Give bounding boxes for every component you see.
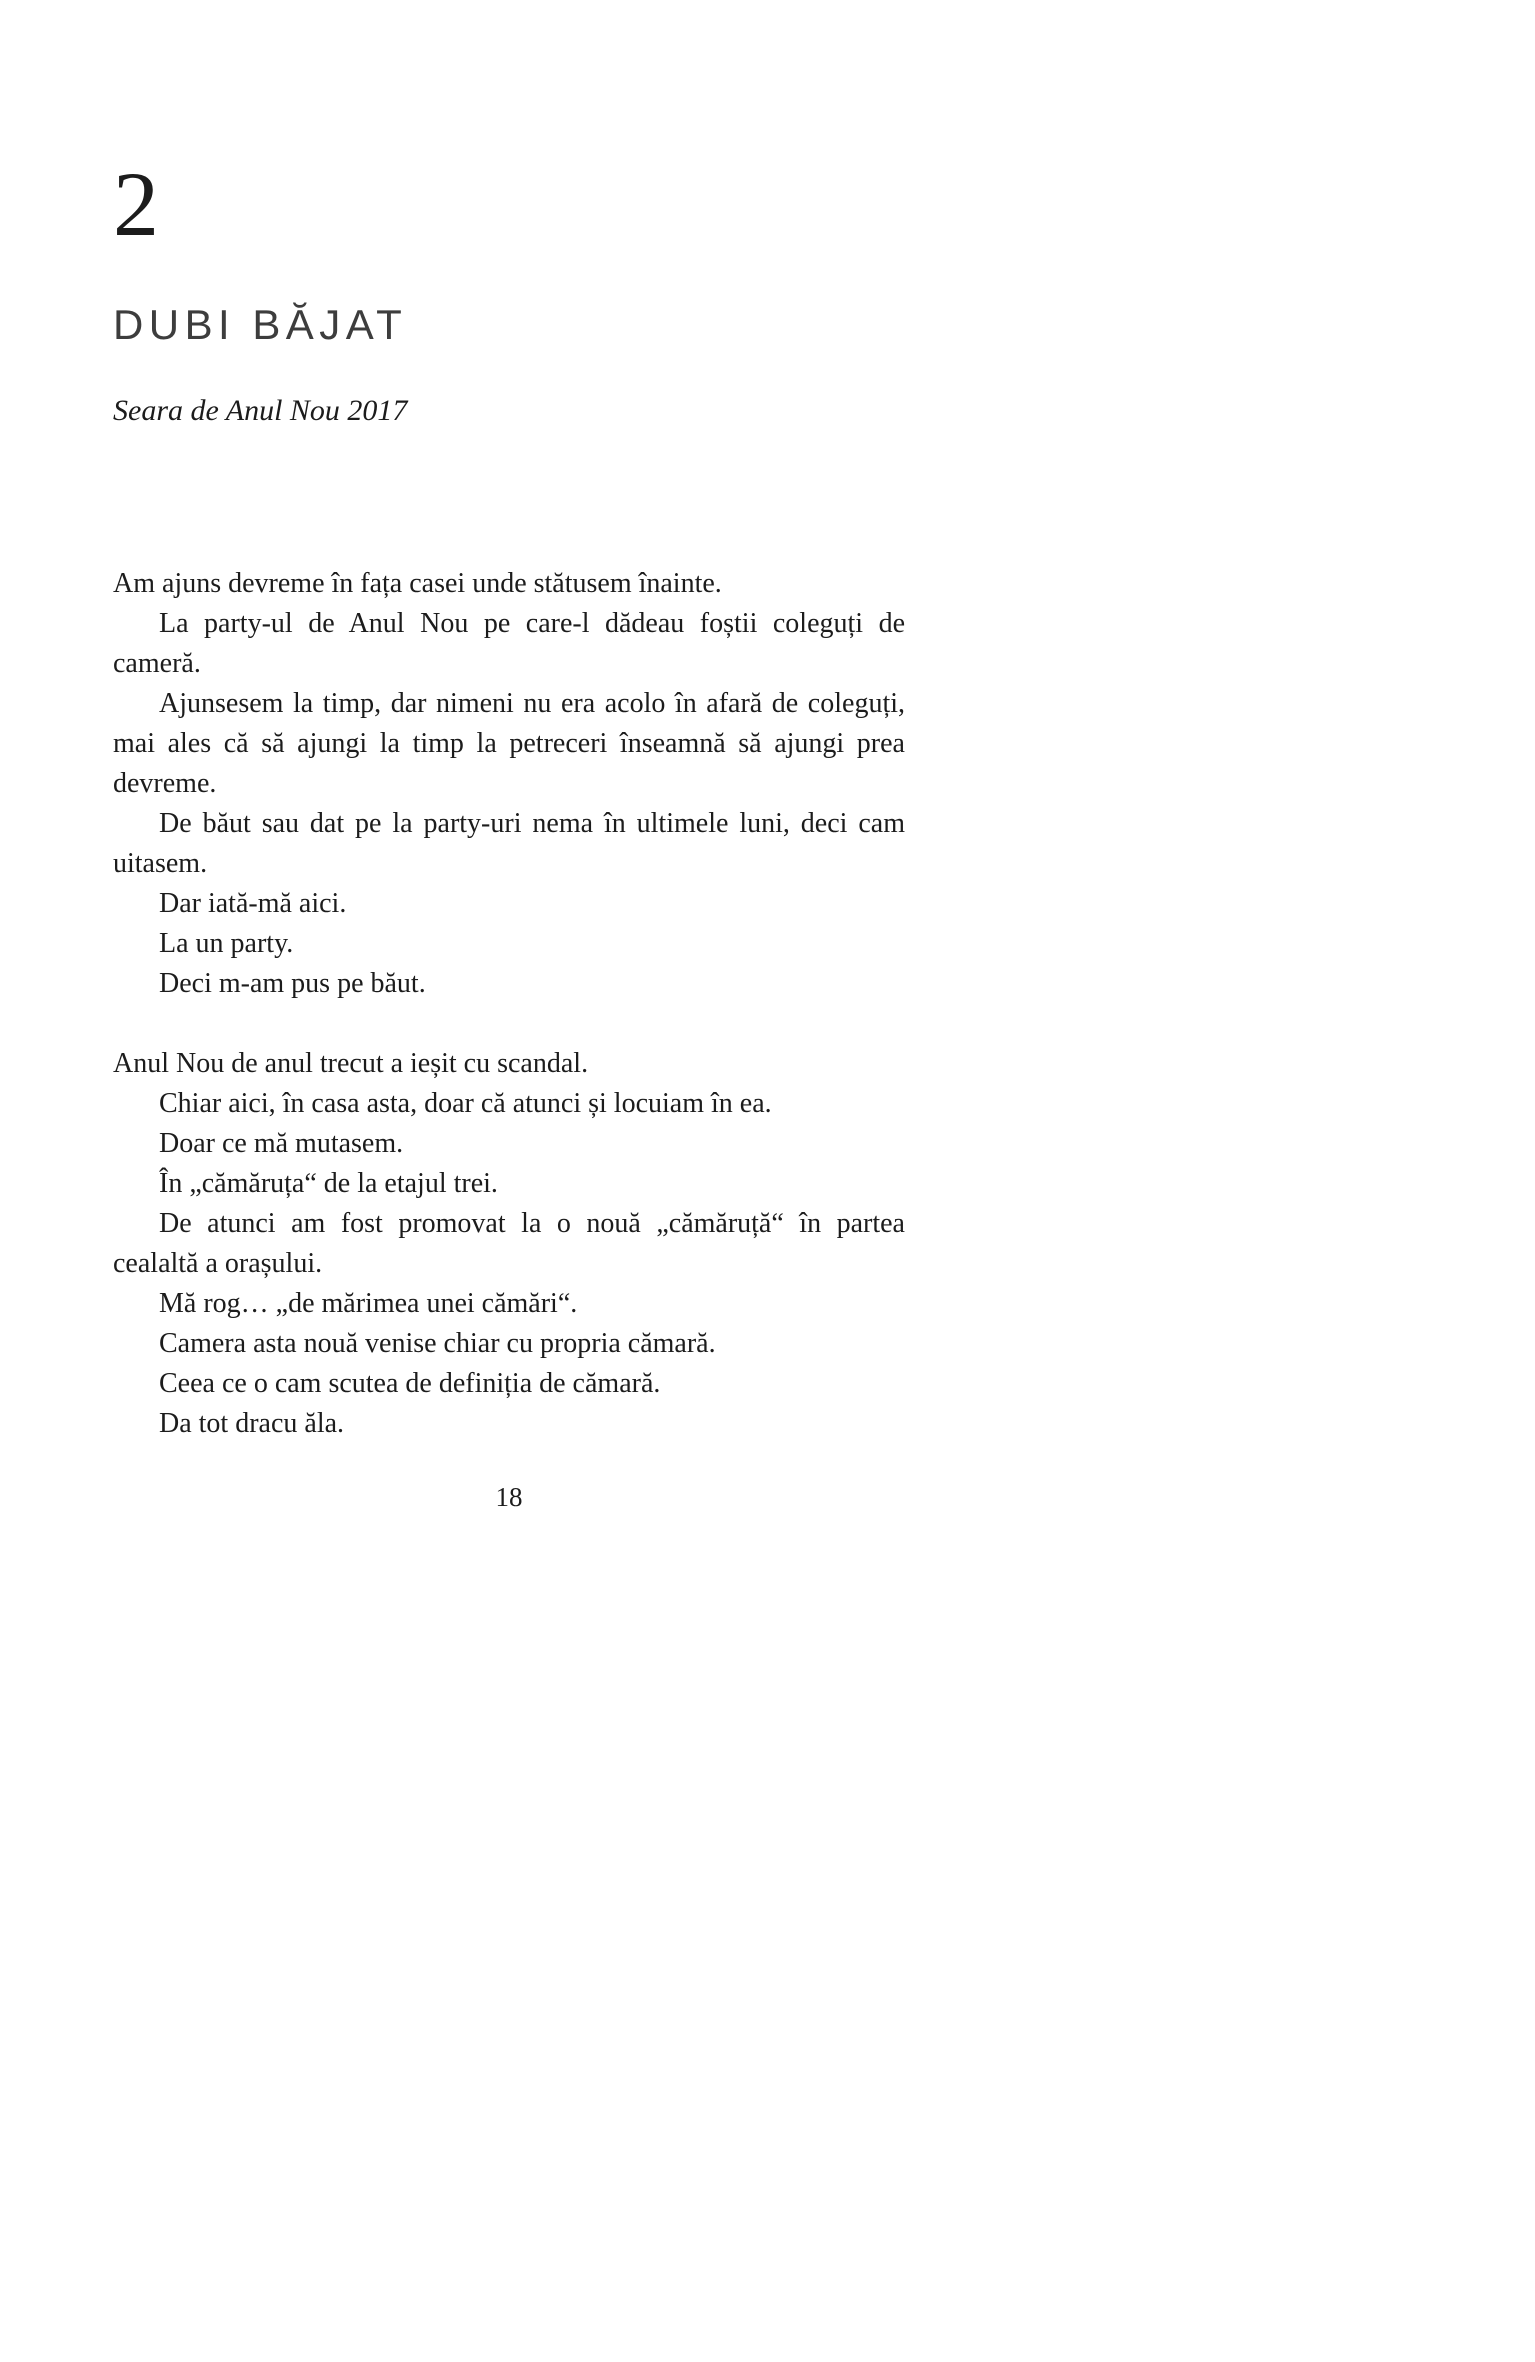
paragraph: Ceea ce o cam scutea de definiția de cămară. — [159, 1367, 661, 1399]
paragraph: La un party. — [159, 927, 294, 959]
page-number: 18 — [495, 1481, 523, 1512]
chapter-title: DUBI BĂJAT — [113, 301, 408, 348]
paragraph: De băut sau dat pe la party-uri nema în ultimele luni, deci cam uitasem. — [113, 807, 905, 879]
paragraph: De atunci am fost promovat la o nouă „cămăruță“ în partea cealaltă a orașului. — [113, 1207, 905, 1279]
paragraph: Dar iată-mă aici. — [159, 887, 347, 919]
text-column — [113, 0, 905, 1513]
chapter-subtitle: Seara de Anul Nou 2017 — [113, 394, 408, 428]
paragraph: Deci m-am pus pe băut. — [159, 967, 426, 999]
paragraph: Anul Nou de anul trecut a ieșit cu scandal. — [113, 1047, 589, 1079]
paragraph: Da tot dracu ăla. — [159, 1407, 345, 1439]
body-text — [113, 564, 905, 1444]
section — [113, 564, 905, 1004]
chapter-number: 2 — [113, 153, 159, 255]
paragraph: Doar ce mă mutasem. — [159, 1127, 404, 1159]
paragraph: La party-ul de Anul Nou pe care-l dădeau foștii coleguți de cameră. — [113, 607, 905, 679]
paragraph: În „cămăruța“ de la etajul trei. — [159, 1167, 498, 1199]
paragraph: Am ajuns devreme în fața casei unde stătusem înainte. — [113, 567, 722, 599]
section — [113, 1044, 905, 1444]
paragraph: Camera asta nouă venise chiar cu propria cămară. — [159, 1327, 716, 1359]
paragraph: Mă rog… „de mărimea unei cămări“. — [159, 1287, 578, 1319]
paragraph: Chiar aici, în casa asta, doar că atunci și locuiam în ea. — [159, 1087, 772, 1119]
paragraph: Ajunsesem la timp, dar nimeni nu era acolo în afară de coleguți, mai ales că să ajungi la timp la petreceri înseamnă să ajungi prea devreme. — [113, 687, 905, 799]
